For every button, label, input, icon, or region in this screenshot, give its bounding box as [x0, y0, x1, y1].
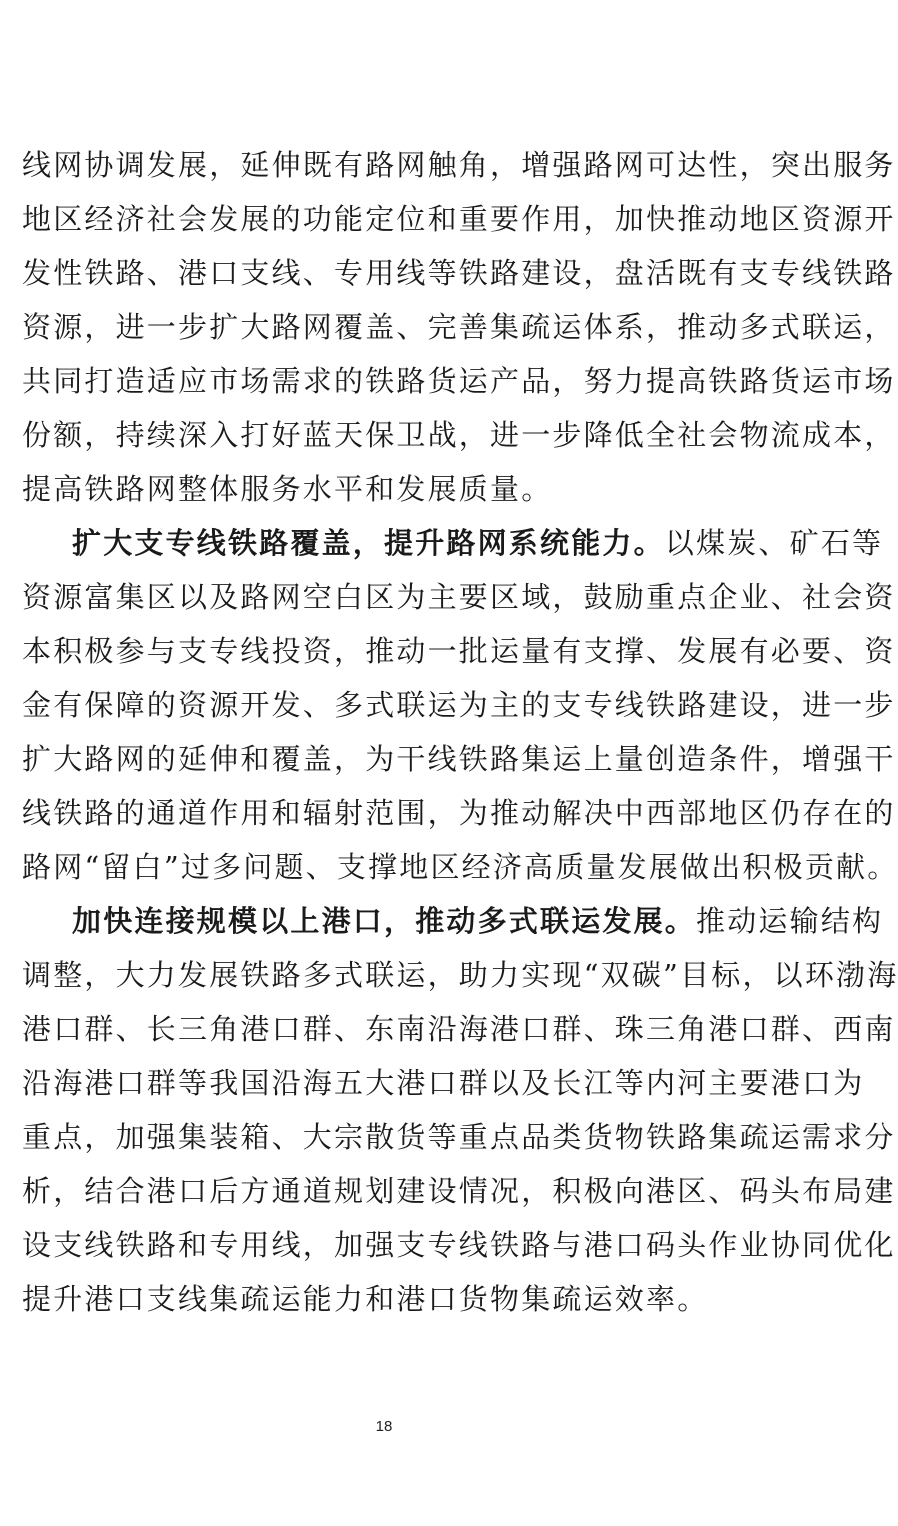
text-line: 析，结合港口后方通道规划建设情况，积极向港区、码头布局建 — [22, 1174, 896, 1208]
text-line: 调整，大力发展铁路多式联运，助力实现“双碳”目标，以环渤海 — [22, 958, 898, 992]
paragraph-first-line — [22, 894, 884, 948]
text-line: 提升港口支线集疏运能力和港口货物集疏运效率。 — [22, 1282, 709, 1316]
text-line: 地区经济社会发展的功能定位和重要作用，加快推动地区资源开 — [22, 202, 896, 236]
paragraph-heading: 加快连接规模以上港口，推动多式联运发展。 — [72, 904, 697, 938]
text-line: 路网“留白”过多问题、支撑地区经济高质量发展做出积极贡献。 — [22, 850, 898, 884]
text-line: 本积极参与支专线投资，推动一批运量有支撑、发展有必要、资 — [22, 634, 896, 668]
text-line: 金有保障的资源开发、多式联运为主的支专线铁路建设，进一步 — [22, 688, 896, 722]
text-line: 资源，进一步扩大路网覆盖、完善集疏运体系，推动多式联运， — [22, 310, 896, 344]
text-line: 份额，持续深入打好蓝天保卫战，进一步降低全社会物流成本， — [22, 418, 896, 452]
text-line: 发性铁路、港口支线、专用线等铁路建设，盘活既有支专线铁路 — [22, 256, 896, 290]
text-line: 港口群、长三角港口群、东南沿海港口群、珠三角港口群、西南 — [22, 1012, 896, 1046]
text-line: 重点，加强集装箱、大宗散货等重点品类货物铁路集疏运需求分 — [22, 1120, 896, 1154]
text-run: 以煤炭、矿石等 — [664, 526, 884, 560]
text-line: 设支线铁路和专用线，加强支专线铁路与港口码头作业协同优化 — [22, 1228, 896, 1262]
text-line: 提高铁路网整体服务水平和发展质量。 — [22, 472, 553, 506]
document-body — [22, 138, 898, 1326]
text-line: 资源富集区以及路网空白区为主要区域，鼓励重点企业、社会资 — [22, 580, 896, 614]
text-line: 共同打造适应市场需求的铁路货运产品，努力提高铁路货运市场 — [22, 364, 896, 398]
text-line: 扩大路网的延伸和覆盖，为干线铁路集运上量创造条件，增强干 — [22, 742, 896, 776]
paragraph-3 — [22, 894, 898, 1326]
paragraph-heading: 扩大支专线铁路覆盖，提升路网系统能力。 — [72, 526, 665, 560]
paragraph-2 — [22, 516, 898, 894]
paragraph-1 — [22, 138, 896, 516]
page-number: 18 — [375, 1418, 393, 1435]
text-run: 推动运输结构 — [696, 904, 884, 938]
paragraph-first-line — [22, 516, 884, 570]
text-line: 线网协调发展，延伸既有路网触角，增强路网可达性，突出服务 — [22, 148, 896, 182]
text-line: 线铁路的通道作用和辐射范围，为推动解决中西部地区仍存在的 — [22, 796, 896, 830]
text-line: 沿海港口群等我国沿海五大港口群以及长江等内河主要港口为 — [22, 1066, 865, 1100]
